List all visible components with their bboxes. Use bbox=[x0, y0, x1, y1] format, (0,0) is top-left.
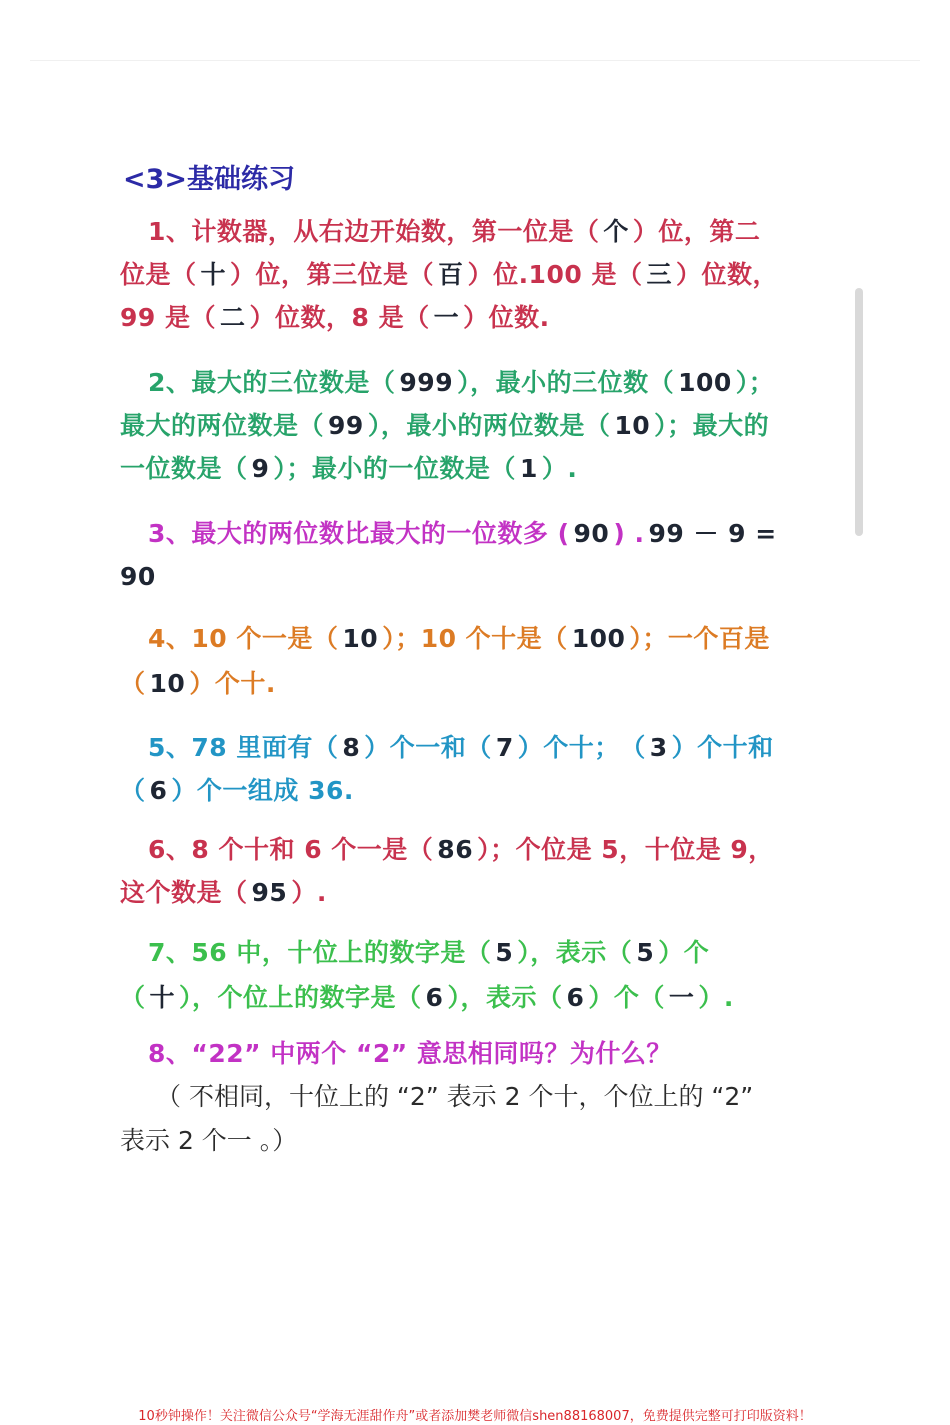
q5-text-5: ）个一组成 36. bbox=[171, 776, 354, 805]
question-6 bbox=[120, 828, 780, 914]
question-8 bbox=[120, 1032, 780, 1075]
q1-answer-1: 个 bbox=[603, 217, 629, 246]
q7-answer-1: 5 bbox=[495, 938, 514, 967]
q1-answer-2: 十 bbox=[200, 260, 227, 289]
q7-text-6: ）个（ bbox=[588, 983, 665, 1012]
q5-text-1: 5、78 里面有（ bbox=[148, 733, 339, 762]
q1-text-5: ）位数，99 是（ bbox=[120, 260, 778, 332]
q4-answer-1: 10 bbox=[342, 624, 379, 653]
q2-text-1: 2、最大的三位数是（ bbox=[148, 368, 396, 397]
q1-text-3: ）位，第三位是（ bbox=[230, 260, 435, 289]
q7-text-3: ）个（ bbox=[120, 938, 710, 1012]
top-divider bbox=[30, 60, 920, 61]
q7-text-2: ），表示（ bbox=[517, 938, 633, 967]
q6-text-3: ）. bbox=[291, 878, 327, 907]
q3-working: 99 － 9 = 90 bbox=[120, 519, 777, 591]
q1-text-2: ）位，第二位是（ bbox=[120, 217, 761, 289]
q7-text-1: 7、56 中，十位上的数字是（ bbox=[148, 938, 492, 967]
q6-answer-2: 95 bbox=[251, 878, 288, 907]
q7-answer-6: 一 bbox=[668, 983, 695, 1012]
q5-text-3: ）个十； （ bbox=[517, 733, 646, 762]
q6-text-2: ）；个位是 5，十位是 9，这个数是（ bbox=[120, 835, 774, 907]
q2-answer-2: 100 bbox=[678, 368, 732, 397]
q4-text-3: ）；一个百是（ bbox=[120, 624, 770, 698]
q1-answer-6: 一 bbox=[433, 303, 460, 332]
q2-text-6: ）；最小的一位数是（ bbox=[273, 454, 516, 483]
q2-text-7: ）. bbox=[541, 454, 578, 483]
question-1 bbox=[120, 210, 780, 339]
question-4 bbox=[120, 616, 780, 706]
q2-text-2: ），最小的三位数（ bbox=[457, 368, 675, 397]
q3-answer-1: 90 bbox=[573, 519, 610, 548]
q7-answer-5: 6 bbox=[566, 983, 585, 1012]
q5-answer-3: 3 bbox=[649, 733, 668, 762]
q1-text-6: ）位数，8 是（ bbox=[249, 303, 430, 332]
q7-answer-3: 十 bbox=[149, 983, 176, 1012]
q7-answer-2: 5 bbox=[636, 938, 655, 967]
q4-text-2: ）；10 个十是（ bbox=[382, 624, 568, 653]
q3-text-2: ) . bbox=[613, 519, 645, 548]
q2-answer-4: 10 bbox=[614, 411, 651, 440]
q1-answer-4: 三 bbox=[646, 260, 672, 289]
worksheet bbox=[120, 160, 780, 1163]
q1-answer-3: 百 bbox=[438, 260, 464, 289]
q8-question: 8、“22” 中两个 “2” 意思相同吗？为什么？ bbox=[148, 1039, 672, 1068]
q1-answer-5: 二 bbox=[220, 303, 246, 332]
q8-answer: （ 不相同，十位上的 “2” 表示 2 个十，个位上的 “2” 表示 2 个一 。） bbox=[120, 1082, 754, 1155]
q7-answer-4: 6 bbox=[425, 983, 444, 1012]
q2-text-4: ），最小的两位数是（ bbox=[367, 411, 611, 440]
q6-answer-1: 86 bbox=[437, 835, 474, 864]
q7-text-7: ）. bbox=[698, 983, 734, 1012]
q2-answer-5: 9 bbox=[251, 454, 270, 483]
q2-text-3: ）；最大的两位数是（ bbox=[120, 368, 775, 440]
q2-answer-3: 99 bbox=[328, 411, 364, 440]
q7-text-5: ），表示（ bbox=[447, 983, 563, 1012]
footer-promo: 10秒钟操作！关注微信公众号“学海无涯甜作舟”或者添加樊老师微信shen88168007，免费提供完整可打印版资料！ bbox=[138, 1409, 812, 1424]
q2-answer-6: 1 bbox=[519, 454, 538, 483]
q4-answer-2: 100 bbox=[571, 624, 626, 653]
q1-text-4: ）位.100 是（ bbox=[467, 260, 643, 289]
q7-text-4: ），个位上的数字是（ bbox=[179, 983, 422, 1012]
q4-text-4: ）个十. bbox=[189, 669, 276, 698]
section-title: <3>基础练习 bbox=[123, 164, 296, 195]
q4-answer-3: 10 bbox=[149, 669, 186, 698]
q1-text-7: ）位数. bbox=[463, 303, 550, 332]
q5-answer-2: 7 bbox=[495, 733, 514, 762]
q5-text-4: ）个十和（ bbox=[120, 733, 774, 805]
question-2 bbox=[120, 361, 780, 490]
q5-answer-4: 6 bbox=[149, 776, 168, 805]
q2-answer-1: 999 bbox=[399, 368, 454, 397]
q5-answer-1: 8 bbox=[342, 733, 361, 762]
question-7 bbox=[120, 930, 780, 1020]
q5-text-2: ）个一和（ bbox=[364, 733, 492, 762]
q2-text-5: ）；最大的一位数是（ bbox=[120, 411, 770, 483]
question-3 bbox=[120, 512, 780, 598]
scrollbar[interactable] bbox=[855, 288, 863, 536]
q3-text-1: 3、最大的两位数比最大的一位数多 ( bbox=[148, 519, 570, 548]
q6-text-1: 6、8 个十和 6 个一是（ bbox=[148, 835, 434, 864]
question-5 bbox=[120, 726, 780, 812]
q1-text-1: 1、计数器，从右边开始数，第一位是（ bbox=[148, 217, 600, 246]
q4-text-1: 4、10 个一是（ bbox=[148, 624, 339, 653]
